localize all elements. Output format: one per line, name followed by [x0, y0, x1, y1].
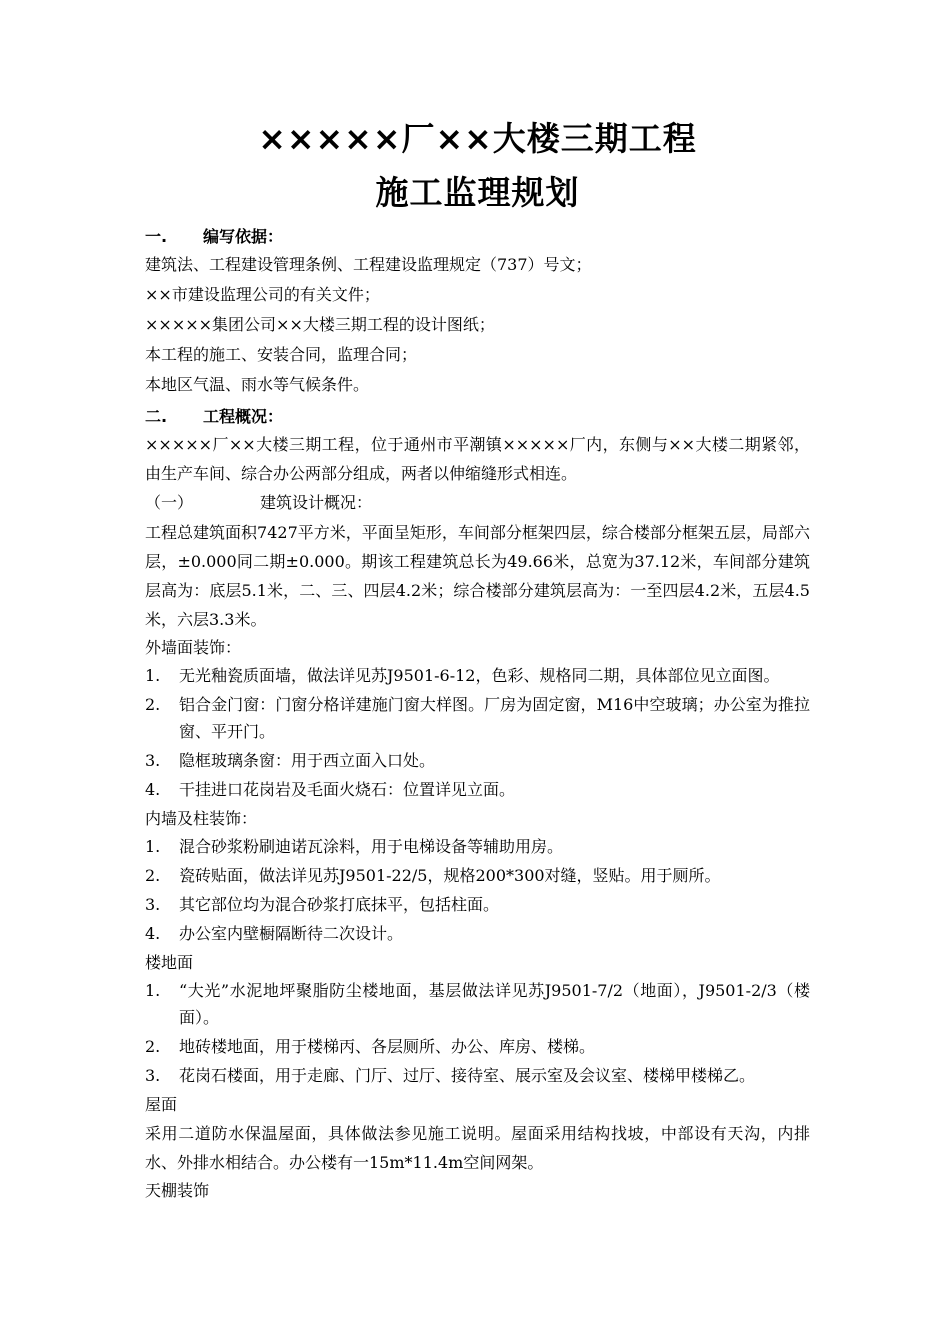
roof-paragraph: 采用二道防水保温屋面，具体做法参见施工说明。屋面采用结构找坡，中部设有天沟，内排水、外排水相结合。办公楼有一15m*11.4m空间网架。 [145, 1124, 810, 1172]
list-item-text: 瓷砖贴面，做法详见苏J9501-22/5，规格200*300对缝，竖贴。用于厕所。 [179, 866, 721, 885]
exterior-wall-list [145, 662, 810, 803]
list-item [145, 920, 810, 947]
list-item [145, 891, 810, 918]
list-item-text: 办公室内壁橱隔断待二次设计。 [179, 924, 404, 943]
floor-label: 楼地面 [145, 953, 194, 972]
list-item-number: 3. [145, 895, 161, 914]
list-item-number: 2. [145, 866, 161, 885]
document-page [145, 112, 810, 1205]
section-1-title: 编写依据： [203, 227, 284, 246]
list-item-number: 2. [145, 695, 161, 714]
roof-label: 屋面 [145, 1095, 178, 1114]
basis-line-3: ×××××集团公司××大楼三期工程的设计图纸； [145, 315, 495, 334]
exterior-wall-label: 外墙面装饰： [145, 638, 242, 657]
list-item-text: 隐框玻璃条窗：用于西立面入口处。 [179, 751, 436, 770]
interior-wall-label: 内墙及柱装饰： [145, 809, 258, 828]
list-item-text: 无光釉瓷质面墙，做法详见苏J9501-6-12，色彩、规格同二期，具体部位见立面图。 [179, 666, 780, 685]
list-item [145, 1062, 810, 1089]
list-item-text: 铝合金门窗：门窗分格详建施门窗大样图。厂房为固定窗，M16中空玻璃；办公室为推拉窗、平开门。 [179, 695, 810, 741]
list-item [145, 833, 810, 860]
list-item-number: 1. [145, 837, 161, 856]
section-2-title: 工程概况： [203, 407, 284, 426]
basis-line-4: 本工程的施工、安装合同，监理合同； [145, 345, 418, 364]
floor-list [145, 977, 810, 1089]
list-item-number: 1. [145, 666, 161, 685]
list-item-number: 4. [145, 924, 161, 943]
section-1-number: 一. [145, 227, 168, 246]
list-item-number: 4. [145, 780, 161, 799]
list-item [145, 662, 810, 689]
architecture-design-paragraph: 工程总建筑面积7427平方米，平面呈矩形，车间部分框架四层，综合楼部分框架五层，局部六层，±0.000同二期±0.000。期该工程建筑总长为49.66米，总宽为37.12米，车间部分建筑层高为：底层5.1米，二、三、四层4.2米；综合楼部分建筑层高为：一至四层4.2米，五层4.5米，六层3.3米。 [145, 523, 810, 629]
section-2-heading [145, 404, 810, 430]
list-item [145, 1033, 810, 1060]
list-item-number: 2. [145, 1037, 161, 1056]
subsection-1-heading [145, 488, 810, 518]
project-overview-paragraph: ×××××厂××大楼三期工程，位于通州市平潮镇×××××厂内，东侧与××大楼二期紧邻，由生产车间、综合办公两部分组成，两者以伸缩缝形式相连。 [145, 435, 810, 483]
list-item [145, 862, 810, 889]
list-item-number: 3. [145, 1066, 161, 1085]
list-item [145, 977, 810, 1031]
list-item-text: 干挂进口花岗岩及毛面火烧石：位置详见立面。 [179, 780, 516, 799]
list-item-text: “大光”水泥地坪聚脂防尘楼地面，基层做法详见苏J9501-7/2（地面），J9501-2/3（楼面）。 [179, 981, 810, 1027]
list-item-text: 花岗石楼面，用于走廊、门厅、过厅、接待室、展示室及会议室、楼梯甲楼梯乙。 [179, 1066, 756, 1085]
basis-line-1: 建筑法、工程建设管理条例、工程建设监理规定（737）号文； [145, 255, 592, 274]
interior-wall-list [145, 833, 810, 947]
list-item-number: 3. [145, 751, 161, 770]
list-item [145, 776, 810, 803]
section-1-heading [145, 224, 810, 250]
document-title-line-2: 施工监理规划 [375, 173, 580, 212]
list-item-text: 其它部位均为混合砂浆打底抹平，包括柱面。 [179, 895, 500, 914]
subsection-1-number: （一） [145, 493, 194, 512]
list-item-text: 地砖楼地面，用于楼梯丙、各层厕所、办公、库房、楼梯。 [179, 1037, 596, 1056]
document-title-line-1: ×××××厂××大楼三期工程 [258, 119, 697, 158]
section-2-number: 二. [145, 407, 168, 426]
ceiling-label: 天棚装饰 [145, 1181, 210, 1200]
subsection-1-title: 建筑设计概况： [260, 493, 373, 512]
basis-line-2: ××市建设监理公司的有关文件； [145, 285, 380, 304]
list-item [145, 747, 810, 774]
list-item [145, 691, 810, 745]
basis-line-5: 本地区气温、雨水等气候条件。 [145, 375, 370, 394]
list-item-number: 1. [145, 981, 161, 1000]
list-item-text: 混合砂浆粉刷迪诺瓦涂料，用于电梯设备等辅助用房。 [179, 837, 564, 856]
